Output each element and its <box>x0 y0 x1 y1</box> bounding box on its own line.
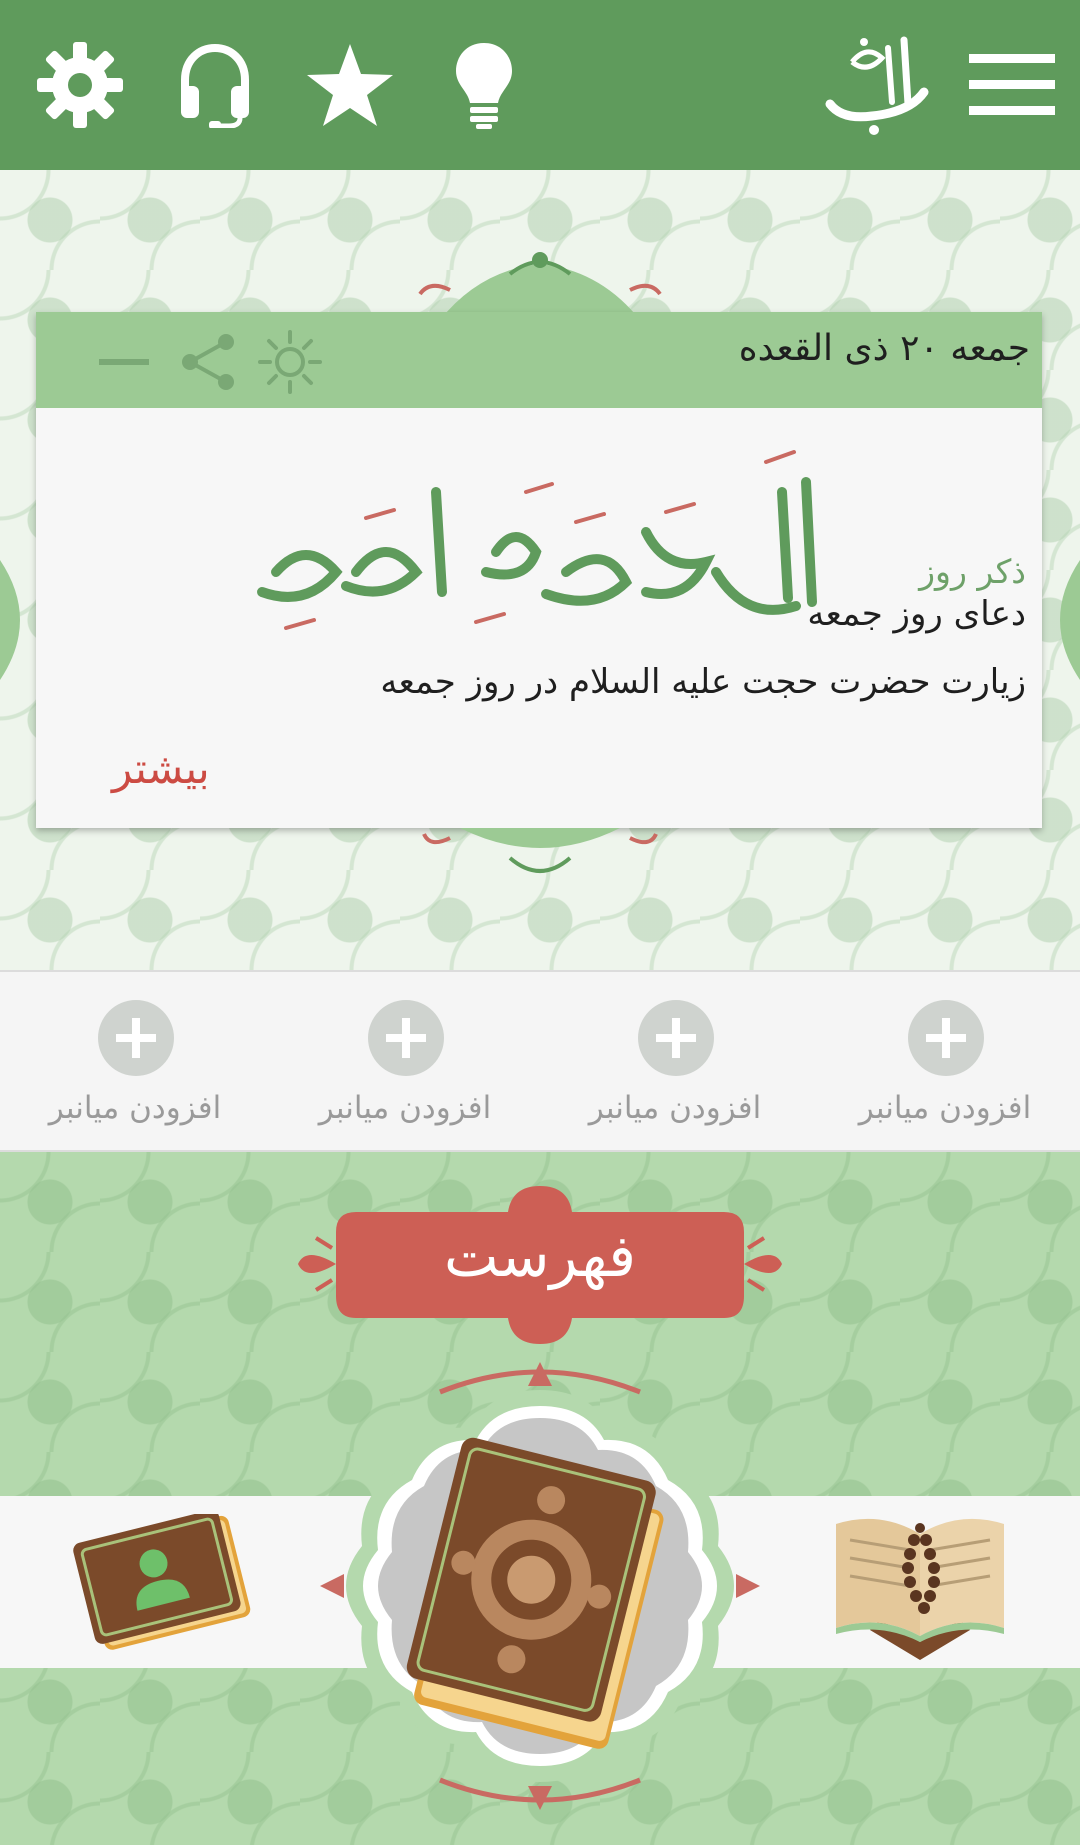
lightbulb-icon <box>454 41 514 129</box>
add-shortcut-label: افزودن میانبر <box>318 1090 492 1126</box>
favorites-button[interactable] <box>300 35 400 135</box>
add-shortcut-label: افزودن میانبر <box>48 1090 222 1126</box>
prayer-book-button[interactable] <box>830 1510 1010 1660</box>
shortcut-strip <box>0 970 1080 1152</box>
app-bar <box>0 0 1080 170</box>
tip-button[interactable] <box>434 35 534 135</box>
top-ornament <box>410 250 670 320</box>
headphones-icon <box>177 42 253 128</box>
add-shortcut-button[interactable] <box>290 1000 520 1140</box>
daily-card-header <box>36 312 1042 408</box>
daily-card <box>36 312 1042 828</box>
card-line-dua[interactable]: دعای روز جمعه <box>807 594 1026 634</box>
settings-button[interactable] <box>30 35 130 135</box>
brightness-button[interactable] <box>258 330 322 394</box>
plus-icon <box>98 1000 174 1076</box>
right-side-ornament <box>1040 560 1080 680</box>
add-shortcut-button[interactable] <box>20 1000 250 1140</box>
card-date: جمعه ۲۰ ذی القعده <box>738 328 1030 369</box>
menu-title: فهرست <box>443 1222 636 1290</box>
card-line-ziyarat[interactable]: زیارت حضرت حجت علیه السلام در روز جمعه <box>380 662 1026 702</box>
profile-book-button[interactable] <box>70 1514 254 1656</box>
add-shortcut-button[interactable] <box>560 1000 790 1140</box>
prayer-book-icon <box>830 1510 1010 1660</box>
add-shortcut-label: افزودن میانبر <box>858 1090 1032 1126</box>
share-icon <box>178 332 238 392</box>
star-icon <box>305 42 395 128</box>
minimize-icon <box>99 357 149 367</box>
more-link[interactable]: بیشتر <box>112 744 210 793</box>
main-book-icon <box>320 1362 760 1810</box>
menu-icon <box>969 52 1055 118</box>
brightness-icon <box>258 330 322 394</box>
profile-book-icon <box>70 1514 254 1656</box>
minimize-button[interactable] <box>92 330 156 394</box>
menu-button[interactable] <box>962 35 1062 135</box>
plus-icon <box>908 1000 984 1076</box>
share-button[interactable] <box>176 330 240 394</box>
add-shortcut-button[interactable] <box>830 1000 1060 1140</box>
zekr-label: ذکر روز <box>919 552 1026 591</box>
plus-icon <box>368 1000 444 1076</box>
card-bottom-ornament <box>420 828 660 884</box>
plus-icon <box>638 1000 714 1076</box>
left-side-ornament <box>0 560 40 680</box>
gear-icon <box>35 40 125 130</box>
main-book-button[interactable] <box>320 1362 760 1810</box>
app-logo <box>812 22 942 142</box>
add-shortcut-label: افزودن میانبر <box>588 1090 762 1126</box>
zekr-calligraphy <box>246 422 866 662</box>
audio-button[interactable] <box>165 35 265 135</box>
